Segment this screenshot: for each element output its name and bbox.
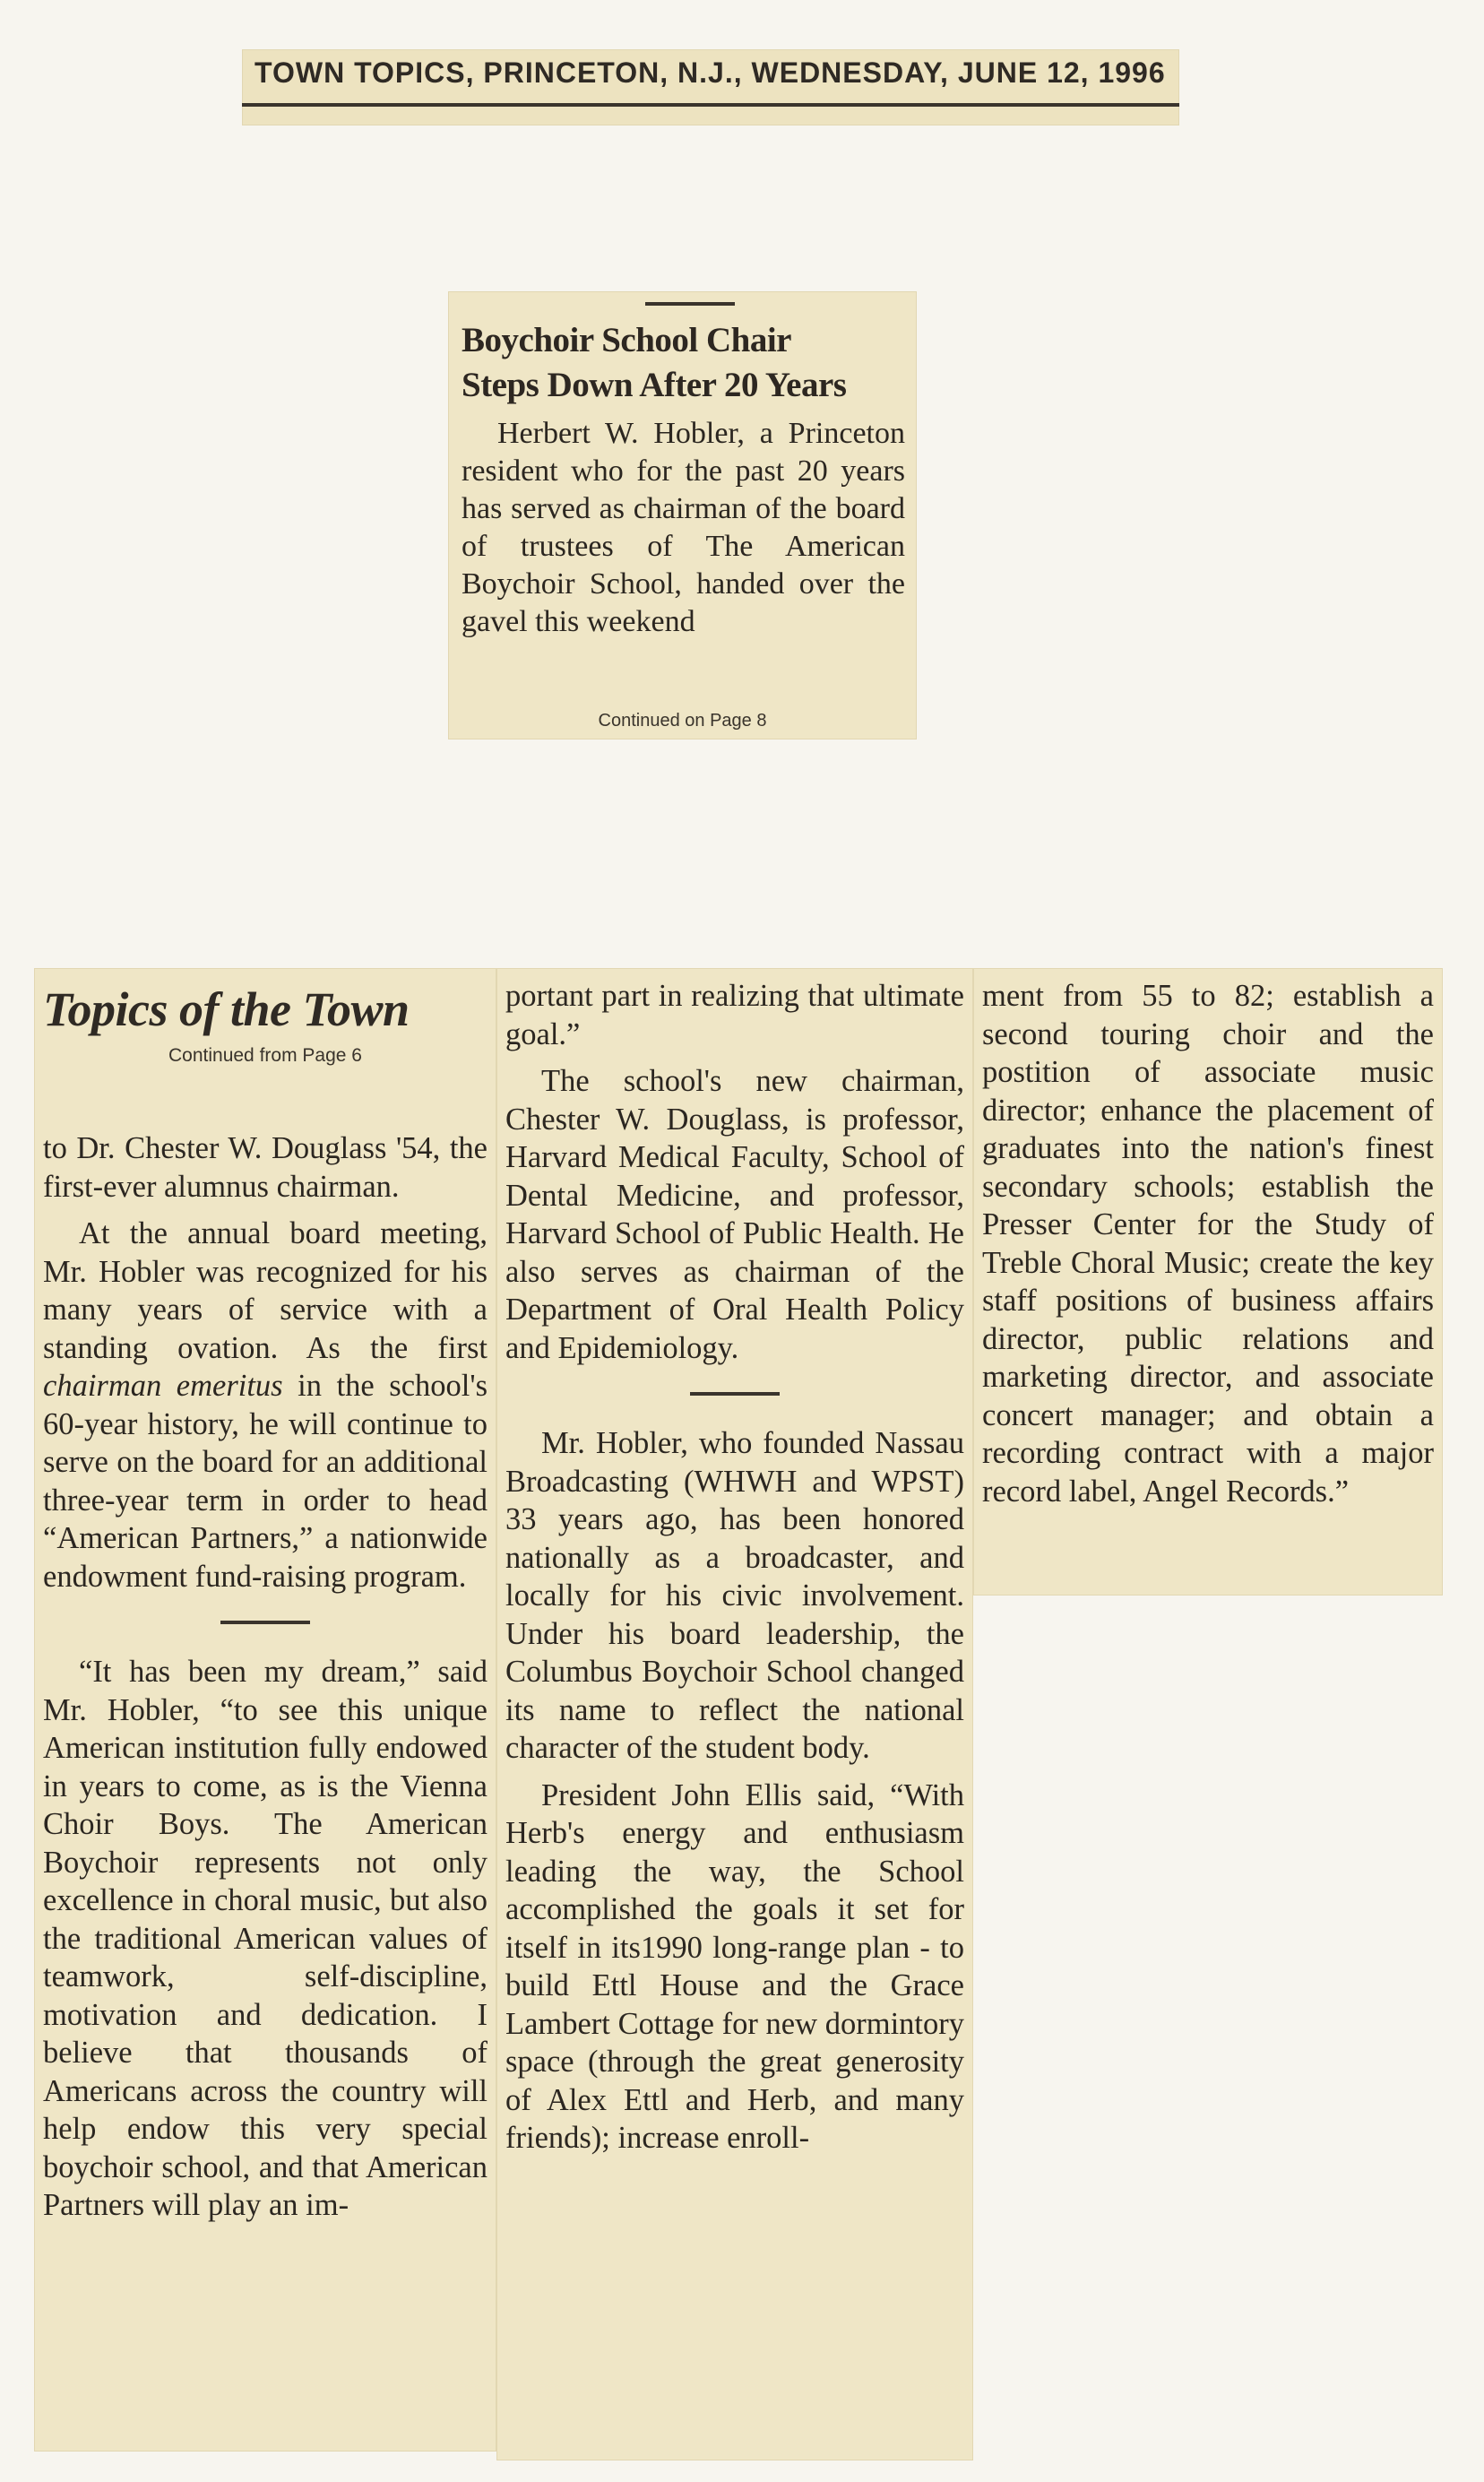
article-column-1	[34, 968, 496, 2452]
text-run: At the annual board meeting, Mr. Hobler was recognized for his many years of service with a standing ovation. As the first	[43, 1216, 487, 1365]
emphasis: chairman emeritus	[43, 1369, 283, 1403]
paragraph: Mr. Hobler, who founded Nassau Broadcasting (WHWH and WPST) 33 years ago, has been honored nationally as a broadcaster, and locally for his civic involvement. Under his board leadership, the Columbus Boychoir School changed its name to reflect the national character of the student body.	[505, 1426, 964, 1765]
continued-from-note: Continued from Page 6	[168, 1045, 362, 1066]
paragraph: ment from 55 to 82; establish a second touring choir and the postition of associate music director; enhance the placement of graduates into the nation's finest secondary schools; establish the Presser Center for the Study of Treble Choral Music; create the key staff positions of business affairs director, public relations and marketing director, and associate concert manager; and obtain a recording contract with a major record label, Angel Records.”	[982, 979, 1434, 1509]
article-heading: Topics of the Town	[43, 982, 410, 1036]
teaser-body	[462, 415, 905, 641]
teaser-headline	[462, 318, 910, 408]
teaser-rule	[645, 302, 735, 306]
section-divider	[220, 1621, 310, 1624]
article-column-2	[496, 968, 973, 2460]
paragraph: “It has been my dream,” said Mr. Hobler, “to see this unique American institution fully endowed in years to come, as is the Vienna Choir Boys. The American Boychoir represents not only excellence in choral music, but also the traditional American values of teamwork, self-discipline, motivation and dedication. I believe that thousands of Americans across the country will help endow this very special boychoir school, and that American Partners will play an im-	[43, 1655, 487, 2222]
teaser-clipping	[448, 291, 917, 739]
paragraph: The school's new chairman, Chester W. Douglass, is professor, Harvard Medical Faculty, School of Dental Medicine, and professor, Harvard School of Public Health. He also serves as chairman of the Department of Oral Health Policy and Epidemiology.	[505, 1064, 964, 1365]
text-run: in the school's 60-year history, he will continue to serve on the board for an additional three-year term in order to head “American Partners,” a nationwide endowment fund-raising program.	[43, 1369, 487, 1594]
masthead	[242, 49, 1179, 125]
paragraph	[43, 1215, 487, 1596]
masthead-rule	[242, 103, 1179, 107]
paragraph: President John Ellis said, “With Herb's energy and enthusiasm leading the way, the School accomplished the goals it set for itself in its1990 long-range plan - to build Ettl House and the Grace Lambert Cottage for new dormintory space (through the great generosity of Alex Ettl and Herb, and many friends); increase enroll-	[505, 1777, 964, 2155]
masthead-dateline: TOWN TOPICS, PRINCETON, N.J., WEDNESDAY, JUNE 12, 1996	[255, 56, 1166, 89]
headline-line-2: Steps Down After 20 Years	[462, 366, 847, 404]
headline-line-1: Boychoir School Chair	[462, 321, 791, 359]
paragraph: portant part in realizing that ultimate goal.”	[505, 979, 964, 1051]
section-divider	[690, 1392, 780, 1396]
teaser-paragraph: Herbert W. Hobler, a Princeton resident who for the past 20 years has served as chairman of the board of trustees of The American Boychoir School, handed over the gavel this weekend	[462, 417, 905, 638]
article-column-3	[973, 968, 1443, 1596]
teaser-continued-note: Continued on Page 8	[598, 711, 767, 731]
paragraph: to Dr. Chester W. Douglass '54, the first-ever alumnus chairman.	[43, 1131, 487, 1204]
